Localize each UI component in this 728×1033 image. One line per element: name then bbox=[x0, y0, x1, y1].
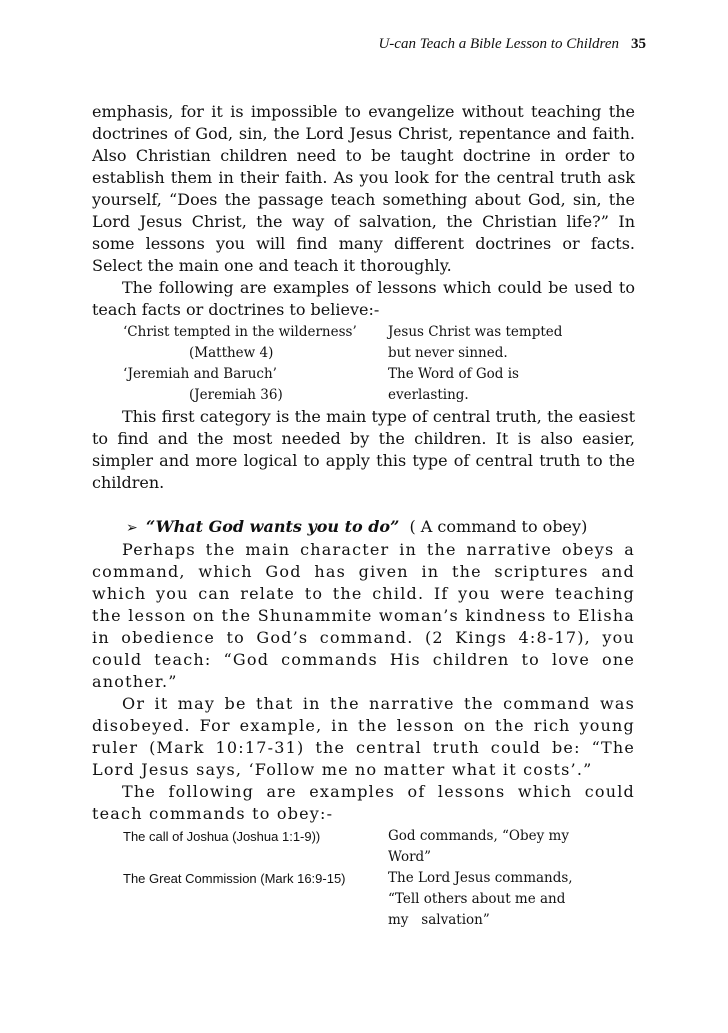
central-truth: The Lord Jesus commands, bbox=[388, 870, 573, 886]
central-truth: Jesus Christ was tempted bbox=[388, 324, 563, 340]
paragraph-examples-intro: The following are examples of lessons which could be used to teach facts or doctrines to believe:- bbox=[92, 278, 635, 319]
central-truth: my salvation” bbox=[388, 912, 490, 928]
empty-cell bbox=[123, 910, 388, 931]
paragraph-command-examples-intro: The following are examples of lessons which could teach commands to obey:- bbox=[92, 782, 635, 823]
spacer bbox=[92, 494, 635, 516]
central-truth: The Word of God is bbox=[388, 366, 519, 382]
arrow-bullet-icon: ➢ bbox=[126, 520, 138, 536]
page-number: 35 bbox=[631, 36, 646, 52]
examples-table-doctrine bbox=[92, 322, 635, 406]
paragraph-command-disobeyed: Or it may be that in the narrative the command was disobeyed. For example, in the lesson on the rich young ruler (Mark 10:17-31) the central truth could be: “The Lord Jesus says, ‘Follow me no matter what it costs’.” bbox=[92, 694, 635, 779]
central-truth: everlasting. bbox=[388, 387, 469, 403]
examples-table-commands bbox=[92, 826, 635, 931]
lesson-title: ‘Christ tempted in the wilderness’ bbox=[123, 324, 357, 340]
book-title: U-can Teach a Bible Lesson to Children bbox=[378, 36, 619, 52]
paragraph-obeys-command: Perhaps the main character in the narrative obeys a command, which God has given in the scriptures and which you can relate to the child. If you were teaching the lesson on the Shunammite woman’s kindness to Elisha in obedience to God’s command. (2 Kings 4:8-17), you could teach: “God commands His children to love one another.” bbox=[92, 540, 635, 691]
lesson-title: The call of Joshua (Joshua 1:1-9)) bbox=[123, 829, 321, 844]
scripture-reference: (Jeremiah 36) bbox=[189, 387, 283, 403]
lesson-title: ‘Jeremiah and Baruch’ bbox=[123, 366, 277, 382]
lesson-title: The Great Commission (Mark 16:9-15) bbox=[123, 871, 346, 886]
empty-cell bbox=[123, 847, 388, 868]
central-truth: God commands, “Obey my bbox=[388, 828, 569, 844]
running-header bbox=[378, 36, 646, 53]
scripture-reference: (Matthew 4) bbox=[189, 345, 274, 361]
paragraph-doctrine: emphasis, for it is impossible to evangelize without teaching the doctrines of God, sin, the Lord Jesus Christ, repentance and faith. Also Christian children need to be taught doctrine in order to establish them in their faith. As you look for the central truth ask yourself, “Does the passage teach something about God, sin, the Lord Jesus Christ, the way of salvation, the Christian life?” In some lessons you will find many different doctrines or facts. Select the main one and teach it thoroughly. bbox=[92, 102, 635, 275]
central-truth: “Tell others about me and bbox=[388, 891, 566, 907]
paragraph-first-category: This first category is the main type of central truth, the easiest to find and the most needed by the children. It is also easier, simpler and more logical to apply this type of central truth to the children. bbox=[92, 407, 635, 492]
page-body bbox=[92, 101, 635, 931]
section-heading-note: ( A command to obey) bbox=[409, 517, 588, 536]
central-truth: but never sinned. bbox=[388, 345, 508, 361]
empty-cell bbox=[123, 889, 388, 910]
central-truth: Word” bbox=[388, 849, 432, 865]
section-heading-text: “What God wants you to do” bbox=[146, 517, 400, 536]
section-heading-command bbox=[92, 516, 635, 539]
